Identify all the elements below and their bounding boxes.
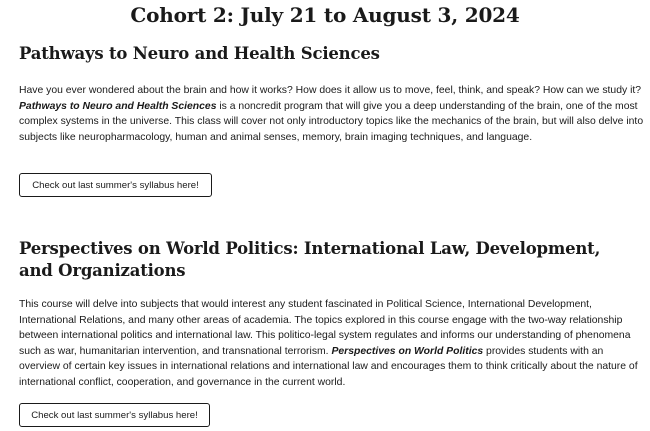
- course-description: [19, 297, 644, 390]
- cohort-title: Cohort 2: July 21 to August 3, 2024: [130, 3, 520, 27]
- syllabus-button[interactable]: Check out last summer's syllabus here!: [19, 403, 210, 427]
- description-text: Have you ever wondered about the brain and how it works? How does it allow us to move, feel, think, and speak? How can we study it?: [19, 85, 642, 96]
- course-description: [19, 83, 644, 145]
- course-name-emphasis: Pathways to Neuro and Health Sciences: [19, 100, 217, 112]
- description-text: provides students with an overview of certain key issues in international relations and international law and encourages them to think critically about the nature of international conflict, cooperation, and governance in the current world.: [19, 345, 638, 388]
- course-title: Perspectives on World Politics: International Law, Development, and Organizations: [19, 239, 601, 280]
- description-text: is a noncredit program that will give you a deep understanding of the brain, one of the most complex systems in the universe. This class will cover not only introductory topics like the mechanics of the brain, but will also delve into subjects like neuropharmacology, human and animal senses, memory, brain imaging techniques, and language.: [19, 100, 644, 143]
- syllabus-button[interactable]: Check out last summer's syllabus here!: [19, 173, 212, 197]
- description-text: This course will delve into subjects that would interest any student fascinated in Political Science, International Development, International Relations, and many other areas of academia. The topics explored in this course engage with the two-way relationship between international politics and international law. This politico-legal system regulates and informs our understanding of phenomena such as war, humanitarian intervention, and transnational terrorism.: [19, 299, 631, 357]
- course-title: Pathways to Neuro and Health Sciences: [19, 44, 380, 63]
- course-name-emphasis: Perspectives on World Politics: [331, 345, 484, 357]
